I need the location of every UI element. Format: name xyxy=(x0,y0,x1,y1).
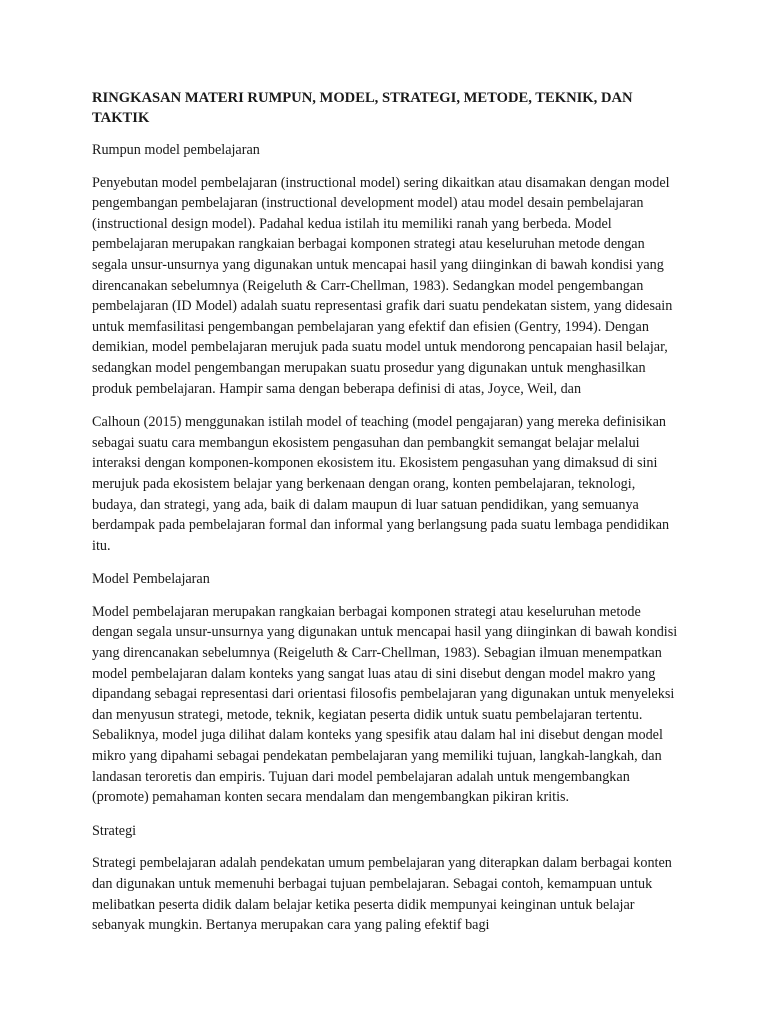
paragraph: Calhoun (2015) menggunakan istilah model of teaching (model pengajaran) yang mereka definisikan sebagai suatu cara membangun ekosistem pengasuhan dan pembangkit semangat belajar melalui interaksi dengan komponen-komponen ekosistem itu. Ekosistem pengasuhan yang dimaksud di sini merujuk pada ekosistem belajar yang berkenaan dengan orang, konten pembelajaran, teknologi, budaya, dan strategi, yang ada, baik di dalam maupun di luar satuan pendidikan, yang semuanya berdampak pada pembelajaran formal dan informal yang berlangsung pada suatu lembaga pendidikan itu. xyxy=(92,414,670,554)
paragraph: Penyebutan model pembelajaran (instructional model) sering dikaitkan atau disamakan dengan model pengembangan pembelajaran (instructional development model) atau model desain pembelajaran (instructional design model). Padahal kedua istilah itu memiliki ranah yang berbeda. Model pembelajaran merupakan rangkaian berbagai komponen strategi atau keseluruhan metode dengan segala unsur-unsurnya yang digunakan untuk mencapai hasil yang diinginkan di bawah kondisi yang direncanakan sebelumnya (Reigeluth & Carr-Chellman, 1983). Sedangkan model pengembangan pembelajaran (ID Model) adalah suatu representasi grafik dari suatu pendekatan sistem, yang didesain untuk memfasilitasi pengembangan pembelajaran yang efektif dan efisien (Gentry, 1994). Dengan demikian, model pembelajaran merujuk pada suatu model untuk mendorong pencapaian hasil belajar, sedangkan model pengembangan merupakan suatu prosedur yang digunakan untuk menghasilkan produk pembelajaran. Hampir sama dengan beberapa definisi di atas, Joyce, Weil, dan xyxy=(92,174,673,397)
section-heading: Model Pembelajaran xyxy=(92,571,210,588)
section-heading: Strategi xyxy=(92,822,137,839)
section-rumpun xyxy=(92,140,682,556)
paragraph: Strategi pembelajaran adalah pendekatan umum pembelajaran yang diterapkan dalam berbagai konten dan digunakan untuk memenuhi berbagai tujuan pembelajaran. Sebagai contoh, kemampuan untuk melibatkan peserta didik dalam belajar ketika peserta didik mempunyai keinginan untuk belajar sebanyak mungkin. Bertanya merupakan cara yang paling efektif bagi xyxy=(92,855,672,934)
section-model-pembelajaran xyxy=(92,569,682,808)
document-title: RINGKASAN MATERI RUMPUN, MODEL, STRATEGI, METODE, TEKNIK, DAN TAKTIK xyxy=(92,90,633,126)
document-page xyxy=(92,88,682,949)
section-heading: Rumpun model pembelajaran xyxy=(92,142,260,158)
paragraph: Model pembelajaran merupakan rangkaian berbagai komponen strategi atau keseluruhan metode dengan segala unsur-unsurnya yang digunakan untuk mencapai hasil yang diinginkan di bawah kondisi yang direncanakan sebelumnya (Reigeluth & Carr-Chellman, 1983). Sebagian ilmuan menempatkan model pembelajaran dalam konteks yang sangat luas atau di sini disebut dengan model makro yang dipandang sebagai representasi dari orientasi filosofis pembelajaran yang digunakan untuk menyeleksi dan menyusun strategi, metode, teknik, kegiatan peserta didik untuk suatu pembelajaran tertentu. Sebaliknya, model juga dilihat dalam konteks yang spesifik atau dalam hal ini disebut dengan model mikro yang dipahami sebagai pendekatan pembelajaran yang memiliki tujuan, langkah-langkah, dan landasan teroretis dan empiris. Tujuan dari model pembelajaran adalah untuk mengembangkan (promote) pemahaman konten secara mendalam dan mengembangkan pikiran kritis. xyxy=(92,603,678,806)
section-strategi xyxy=(92,821,682,936)
